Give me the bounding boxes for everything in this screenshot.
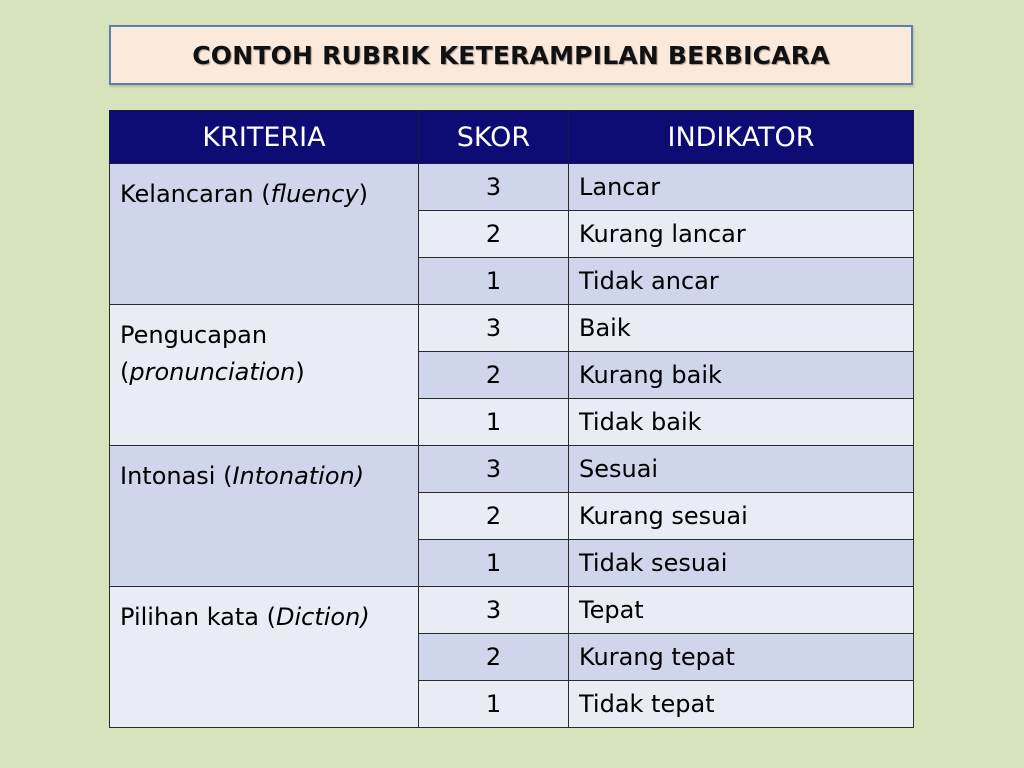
indicator-cell: Sesuai [569, 446, 914, 493]
score-cell: 1 [419, 399, 569, 446]
table-row [110, 305, 914, 352]
indicator-cell: Kurang sesuai [569, 493, 914, 540]
indicator-cell: Tidak ancar [569, 258, 914, 305]
criterion-english: fluency [270, 180, 359, 208]
indicator-cell: Tidak tepat [569, 681, 914, 728]
table-row [110, 164, 914, 211]
score-cell: 3 [419, 164, 569, 211]
criterion-english: Diction) [276, 603, 370, 631]
criterion-cell-diction [110, 587, 419, 728]
score-cell: 1 [419, 681, 569, 728]
table-row [110, 587, 914, 634]
page-title: CONTOH RUBRIK KETERAMPILAN BERBICARA [192, 40, 830, 70]
indicator-cell: Kurang lancar [569, 211, 914, 258]
criterion-end: ) [358, 180, 369, 208]
score-cell: 1 [419, 540, 569, 587]
title-box [109, 25, 913, 85]
rubric-table [109, 110, 914, 728]
score-cell: 2 [419, 352, 569, 399]
table-row [110, 446, 914, 493]
score-cell: 2 [419, 634, 569, 681]
criterion-cell-fluency [110, 164, 419, 305]
indicator-cell: Baik [569, 305, 914, 352]
indicator-cell: Tidak baik [569, 399, 914, 446]
criterion-label: Pengucapan ( [120, 321, 268, 386]
indicator-cell: Lancar [569, 164, 914, 211]
score-cell: 2 [419, 211, 569, 258]
score-cell: 1 [419, 258, 569, 305]
score-cell: 2 [419, 493, 569, 540]
indicator-cell: Tidak sesuai [569, 540, 914, 587]
criterion-end: ) [295, 358, 305, 386]
header-indikator: INDIKATOR [569, 111, 914, 164]
score-cell: 3 [419, 446, 569, 493]
indicator-cell: Kurang tepat [569, 634, 914, 681]
criterion-label: Intonasi ( [120, 462, 233, 490]
criterion-label: Pilihan kata ( [120, 603, 276, 631]
indicator-cell: Kurang baik [569, 352, 914, 399]
header-kriteria: KRITERIA [110, 111, 419, 164]
criterion-english: Intonation) [232, 462, 365, 490]
criterion-english: pronunciation [129, 358, 296, 386]
score-cell: 3 [419, 305, 569, 352]
criterion-cell-intonation [110, 446, 419, 587]
criterion-cell-pronunciation [110, 305, 419, 446]
indicator-cell: Tepat [569, 587, 914, 634]
criterion-label: Kelancaran ( [120, 180, 271, 208]
header-row [110, 111, 914, 164]
score-cell: 3 [419, 587, 569, 634]
header-skor: SKOR [419, 111, 569, 164]
